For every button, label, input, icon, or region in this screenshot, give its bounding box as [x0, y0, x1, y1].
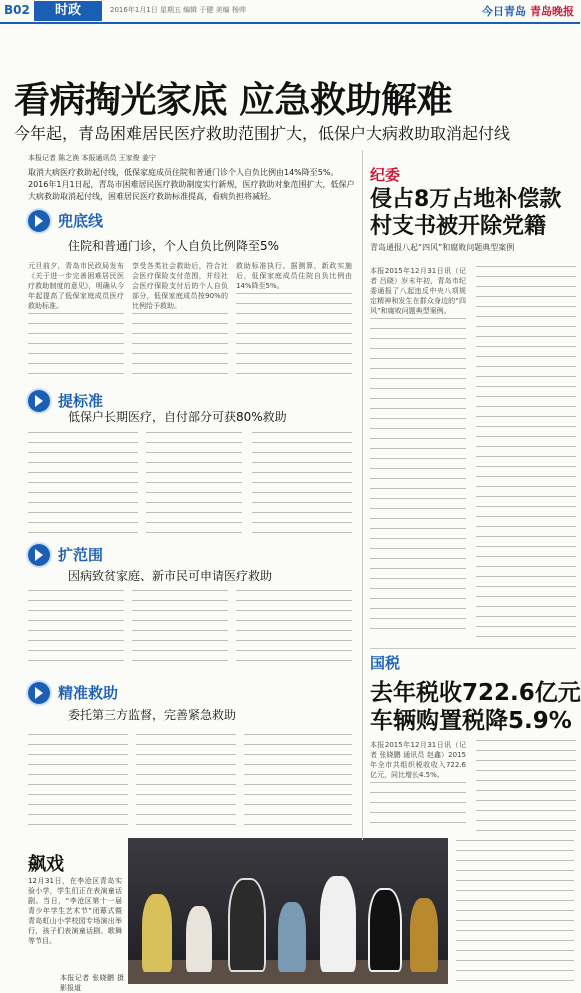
brand-logo-text: 青岛晚报	[530, 5, 574, 18]
performer-figure	[278, 902, 306, 972]
kicker-tax: 国税	[370, 654, 401, 672]
section-tag-2: 提标准	[58, 392, 104, 410]
text-column: 本报2015年12月31日讯（记者 吕晓）岁末年初，青岛市纪委通报了八起违反中央八项规定精神和发生在群众身边的“四风”和腐败问题典型案例。	[370, 266, 466, 642]
performer-figure	[410, 898, 438, 972]
page-number: B02	[4, 3, 30, 17]
subheadline: 今年起，青岛困难居民医疗救助范围扩大，低保户大病救助取消起付线	[14, 124, 511, 143]
arrow-icon	[28, 210, 50, 232]
performer-figure	[228, 878, 266, 972]
section-title-3: 因病致贫家庭、新市民可申请医疗救助	[68, 569, 273, 583]
section-title-4: 委托第三方监督，完善紧急救助	[68, 708, 237, 722]
photo-caption-title: 飙戏	[28, 854, 64, 875]
arrow-icon	[28, 682, 50, 704]
text-column	[136, 734, 236, 834]
text-column: 元旦前夕，青岛市民政局发布《关于进一步完善困难居民医疗救助制度的意见》，明确从今年起提高了低保家庭成员医疗救助标准。	[28, 261, 124, 386]
text-column: 救助标准执行。据测算，新政实施后，低保家庭成员住院自负比例由14%降至5%。	[236, 261, 352, 386]
section-tag-1: 兜底线	[58, 212, 104, 230]
text-column	[476, 740, 576, 836]
section-tag-3: 扩范围	[58, 546, 104, 564]
brand-primary: 今日青岛	[482, 5, 526, 18]
performer-figure	[320, 876, 356, 972]
story-deck: 青岛通报八起“四风”和腐败问题典型案例	[370, 243, 515, 252]
text-column	[146, 432, 242, 536]
text-column	[28, 432, 138, 536]
section-label: 时政	[34, 1, 102, 21]
arrow-icon	[28, 544, 50, 566]
text-column	[28, 734, 128, 834]
photo-caption: 12月31日，在李沧区青岛实验小学，学生们正在表演童话剧。当日，“李沧区第十一届青少年学生艺术节”闭幕式暨青岛虹山小学校园专场演出举行，孩子们表演童话剧、歌舞等节目。	[28, 877, 122, 945]
text-column	[236, 590, 352, 664]
section-title-1: 住院和普通门诊，个人自负比例降至5%	[68, 239, 280, 253]
stage-photo	[128, 838, 448, 984]
lead-paragraph: 取消大病医疗救助起付线，低保家庭成员住院和普通门诊个人自负比例由14%降至5%。2016年1月1日起，青岛市困难居民医疗救助制度实行新规，医疗救助对象范围扩大，低保户大病救助取消起付线，困难居民医疗救助标准提高，看病负担将减轻。	[28, 168, 355, 201]
text-column	[252, 432, 352, 536]
performer-figure	[142, 894, 172, 972]
text-column	[132, 590, 228, 664]
masthead-brand	[482, 3, 574, 19]
story-headline: 去年税收722.6亿元	[370, 680, 581, 706]
photo-credit: 本报记者 张晓鹏 摄影报道	[60, 974, 124, 992]
section-divider	[370, 648, 576, 649]
byline: 本报记者 陈之涣 本报通讯员 王家俊 姜宁	[28, 154, 156, 162]
text-column	[476, 266, 576, 642]
performer-figure	[186, 906, 212, 972]
column-divider	[362, 150, 363, 840]
story-headline: 车辆购置税降5.9%	[370, 708, 572, 734]
performer-figure	[368, 888, 402, 972]
issue-meta: 2016年1月1日 星期五 编辑 于健 美编 杨帅	[110, 6, 246, 14]
text-column: 本报2015年12月31日讯（记者 张晓鹏 通讯员 赵鑫）2015年全市共组织税收收入722.6亿元，同比增长4.5%。	[370, 740, 466, 836]
text-column	[456, 840, 574, 984]
section-title-2: 低保户长期医疗，自付部分可获80%救助	[68, 410, 287, 424]
story-headline: 侵占8万占地补偿款村支书被开除党籍	[370, 187, 562, 239]
text-column	[28, 590, 124, 664]
text-column: 享受各类社会救助后，符合社会医疗保险支付范围，并经社会医疗保险支付后的个人自负部分，低保家庭成员按90%的比例给予救助。	[132, 261, 228, 386]
headline: 看病掏光家底 应急救助解难	[14, 80, 453, 121]
text-column	[244, 734, 352, 834]
section-tag-4: 精准救助	[58, 684, 119, 702]
arrow-icon	[28, 390, 50, 412]
kicker-discipline: 纪委	[370, 166, 401, 184]
